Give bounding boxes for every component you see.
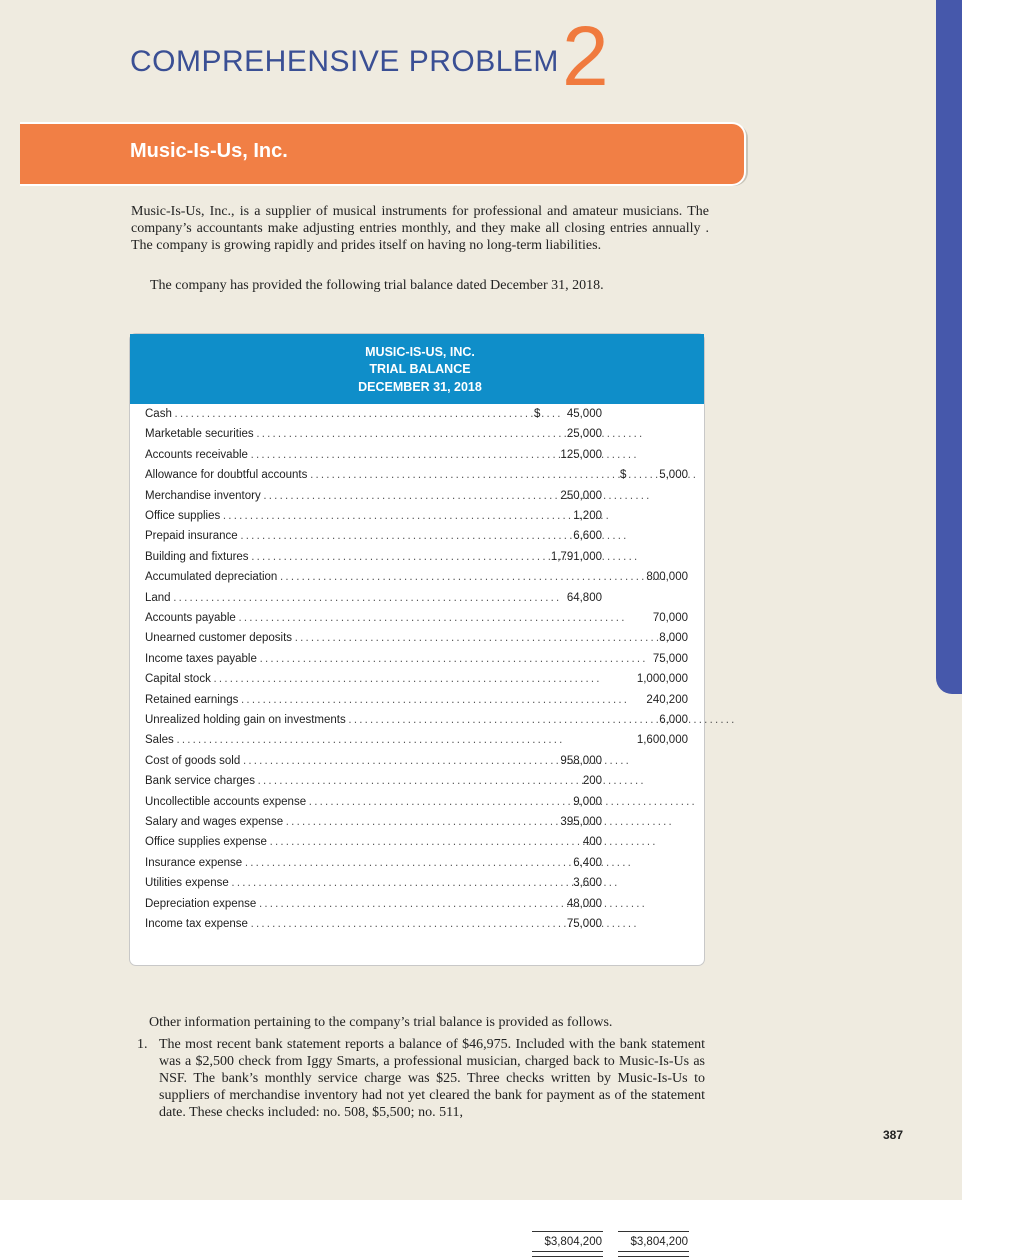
debit-amount: 1,200 [573, 510, 602, 522]
table-row [130, 812, 704, 832]
table-row [130, 894, 704, 914]
account-name: Cost of goods sold . . . [145, 755, 523, 767]
table-row [130, 853, 704, 873]
debit-amount: 45,000 [566, 408, 602, 420]
table-row [130, 547, 704, 567]
company-banner [20, 122, 746, 186]
debit-amount: 75,000 [566, 918, 602, 930]
credit-amount: 70,000 [652, 612, 688, 624]
table-row [130, 608, 704, 628]
debit-amount: 250,000 [560, 489, 602, 502]
account-name: Office supplies expense . . . [145, 836, 523, 848]
account-name: Unrealized holding gain on investments . . . [145, 714, 523, 726]
intro-paragraph-2: The company has provided the following trial balance dated December 31, 2018. [150, 278, 604, 293]
table-row [130, 914, 704, 934]
total-debit: $3,804,200 [544, 1236, 602, 1248]
table-row [130, 465, 704, 485]
account-name: Unearned customer deposits . . . [145, 632, 523, 644]
account-name: Accumulated depreciation . . . [145, 571, 523, 583]
trial-balance-header [130, 334, 704, 404]
company-name: Music-Is-Us, Inc. [130, 140, 288, 162]
table-row [130, 588, 704, 608]
trial-balance-title: TRIAL BALANCE [369, 362, 471, 376]
table-row [130, 751, 704, 771]
table-row [130, 649, 704, 669]
account-name: Merchandise inventory . . . [145, 490, 523, 502]
table-row [130, 424, 704, 444]
table-row [130, 404, 704, 424]
debit-total-rule [532, 1231, 603, 1232]
debit-amount: 64,800 [566, 591, 602, 604]
trial-balance-company: MUSIC-IS-US, INC. [365, 345, 475, 359]
problem-title: COMPREHENSIVE PROBLEM [130, 45, 559, 78]
page-margin [962, 0, 1013, 1200]
debit-dollar-sign: $ [534, 408, 541, 420]
table-row [130, 669, 704, 689]
credit-dollar-sign: $ [620, 469, 627, 481]
intro-paragraph: Music-Is-Us, Inc., is a supplier of musical instruments for professional and amateur musicians. The company’s accountants make adjusting entries monthly, and they make all closing entries annually . The company is growing rapidly and prides itself on having no long-term liabilities. [131, 204, 709, 253]
account-name: Depreciation expense . . . [145, 898, 523, 910]
account-name: Income taxes payable . . . [145, 653, 523, 665]
debit-amount: 125,000 [560, 448, 602, 461]
account-name: Utilities expense . . . [145, 877, 523, 889]
table-row [130, 526, 704, 546]
credit-amount: 240,200 [646, 693, 688, 706]
account-name: Prepaid insurance . . . [145, 530, 523, 542]
table-row [130, 445, 704, 465]
debit-amount: 48,000 [566, 897, 602, 910]
table-row [130, 628, 704, 648]
other-info-intro: Other information pertaining to the company’s trial balance is provided as follows. [149, 1015, 613, 1030]
table-row [130, 730, 704, 750]
credit-amount: 1,000,000 [636, 673, 688, 686]
table-row [130, 771, 704, 791]
credit-amount: 800,000 [646, 571, 688, 584]
debit-amount: 400 [582, 836, 602, 849]
credit-amount: 8,000 [659, 632, 688, 645]
item-number: 1. [137, 1037, 148, 1052]
credit-amount: 5,000 [659, 469, 688, 482]
item-text: The most recent bank statement reports a balance of $46,975. Included with the bank statement was a $2,500 check from Iggy Smarts, a professional musician, charged back to Music-Is-Us as NSF. The bank’s monthly service charge was $25. Three checks written by Music-Is-Us to suppliers of merchandise inventory had not yet cleared the bank for payment as of the statement date. These checks included: no. 508, $5,500; no. 511, [159, 1037, 705, 1120]
account-name: Cash . . . [145, 408, 523, 420]
table-row [130, 567, 704, 587]
debit-amount: 3,600 [573, 877, 602, 890]
debit-amount: 1,791,000 [550, 550, 602, 563]
credit-amount: 75,000 [652, 652, 688, 665]
account-name: Accounts receivable . . . [145, 449, 523, 461]
debit-amount: 6,600 [573, 530, 602, 543]
chapter-side-tab [936, 0, 963, 694]
debit-amount: 395,000 [560, 816, 602, 828]
account-name: Sales . . . [145, 734, 523, 746]
account-name: Marketable securities . . . [145, 428, 523, 440]
credit-total-rule [618, 1231, 689, 1232]
table-row [130, 506, 704, 526]
account-name: Salary and wages expense . . . [145, 816, 523, 828]
account-name: Building and fixtures . . . [145, 551, 523, 563]
account-name: Office supplies . . . [145, 510, 523, 522]
debit-amount: 6,400 [573, 856, 602, 869]
debit-amount: 200 [582, 775, 602, 788]
table-row [130, 873, 704, 893]
account-name: Capital stock . . . [145, 673, 523, 685]
account-name: Accounts payable . . . [145, 612, 523, 624]
trial-balance-date: DECEMBER 31, 2018 [358, 380, 482, 394]
account-name: Land . . . [145, 592, 523, 604]
table-row [130, 486, 704, 506]
debit-amount: 25,000 [566, 428, 602, 441]
problem-number: 2 [562, 9, 609, 103]
table-row [130, 690, 704, 710]
debit-double-rule [532, 1251, 603, 1257]
page-number: 387 [883, 1128, 904, 1142]
account-name: Insurance expense . . . [145, 857, 523, 869]
debit-amount: 9,000 [573, 795, 602, 808]
table-row [130, 710, 704, 730]
account-name: Retained earnings . . . [145, 694, 523, 706]
total-credit: $3,804,200 [630, 1236, 688, 1248]
account-name: Uncollectible accounts expense . . . [145, 796, 523, 808]
account-name: Allowance for doubtful accounts . . . [145, 469, 523, 481]
table-row [130, 832, 704, 852]
credit-double-rule [618, 1251, 689, 1257]
debit-amount: 958,000 [560, 754, 602, 767]
credit-amount: 1,600,000 [636, 734, 688, 747]
credit-amount: 6,000 [659, 714, 688, 726]
account-name: Bank service charges . . . [145, 775, 523, 787]
account-name: Income tax expense . . . [145, 918, 523, 930]
table-row [130, 792, 704, 812]
